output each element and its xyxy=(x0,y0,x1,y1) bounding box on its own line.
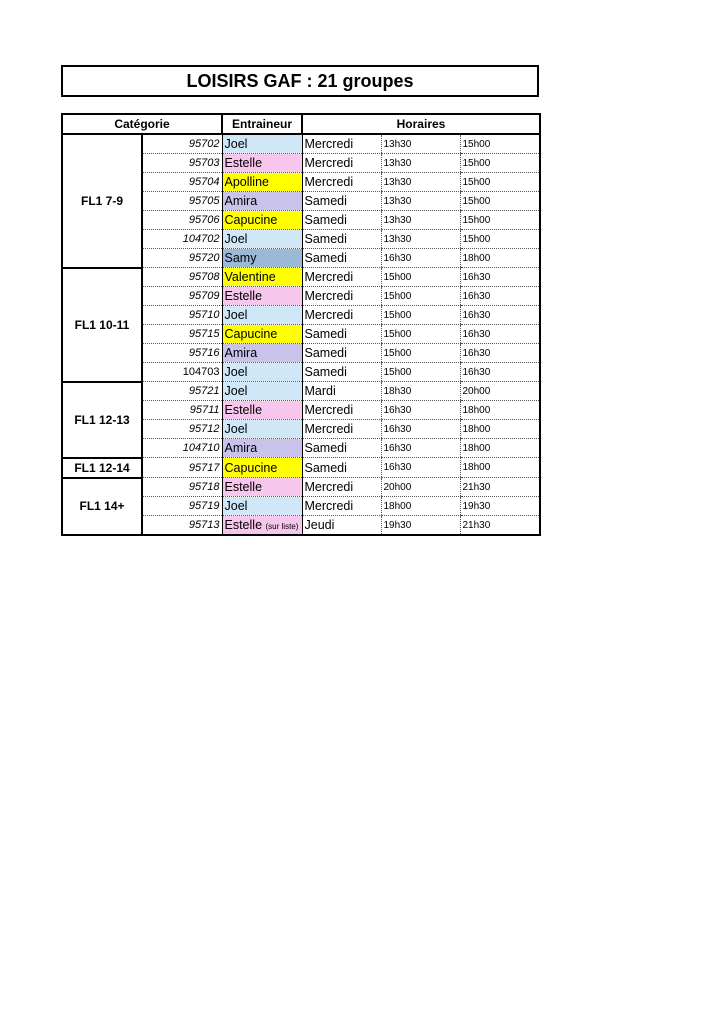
end-time: 20h00 xyxy=(460,382,540,401)
day-cell: Samedi xyxy=(302,363,381,382)
day-cell: Mercredi xyxy=(302,173,381,192)
end-time: 15h00 xyxy=(460,230,540,249)
start-time: 20h00 xyxy=(381,478,460,497)
end-time: 16h30 xyxy=(460,344,540,363)
day-cell: Jeudi xyxy=(302,516,381,536)
day-cell: Samedi xyxy=(302,325,381,344)
group-code: 95705 xyxy=(142,192,222,211)
day-cell: Samedi xyxy=(302,192,381,211)
coach-name: Joel xyxy=(224,499,248,513)
end-time: 21h30 xyxy=(460,478,540,497)
coach-cell xyxy=(222,230,302,249)
group-code: 95703 xyxy=(142,154,222,173)
group-code: 95708 xyxy=(142,268,222,287)
start-time: 16h30 xyxy=(381,401,460,420)
coach-cell xyxy=(222,287,302,306)
coach-cell xyxy=(222,211,302,230)
start-time: 16h30 xyxy=(381,439,460,458)
group-code: 95706 xyxy=(142,211,222,230)
category-cell: FL1 12-13 xyxy=(62,382,142,458)
header-category: Catégorie xyxy=(62,114,222,134)
day-cell: Mercredi xyxy=(302,134,381,154)
end-time: 15h00 xyxy=(460,192,540,211)
coach-name: Valentine xyxy=(224,270,276,284)
coach-name: Amira xyxy=(224,441,258,455)
coach-name: Amira xyxy=(224,194,258,208)
end-time: 15h00 xyxy=(460,173,540,192)
coach-note: (sur liste) xyxy=(265,522,299,531)
start-time: 16h30 xyxy=(381,249,460,268)
end-time: 21h30 xyxy=(460,516,540,536)
day-cell: Samedi xyxy=(302,230,381,249)
group-code: 95717 xyxy=(142,458,222,478)
group-code: 95711 xyxy=(142,401,222,420)
header-schedule: Horaires xyxy=(302,114,540,134)
coach-name: Samy xyxy=(224,251,257,265)
end-time: 16h30 xyxy=(460,287,540,306)
coach-name: Joel xyxy=(224,137,248,151)
header-coach: Entraineur xyxy=(222,114,302,134)
category-cell: FL1 14+ xyxy=(62,478,142,536)
header-row xyxy=(62,114,540,134)
schedule-body xyxy=(62,134,540,535)
start-time: 15h00 xyxy=(381,344,460,363)
group-code: 95716 xyxy=(142,344,222,363)
start-time: 15h00 xyxy=(381,363,460,382)
coach-cell xyxy=(222,325,302,344)
group-code: 95712 xyxy=(142,420,222,439)
coach-name: Joel xyxy=(224,422,248,436)
group-code: 95702 xyxy=(142,134,222,154)
start-time: 15h00 xyxy=(381,268,460,287)
group-code: 95720 xyxy=(142,249,222,268)
start-time: 13h30 xyxy=(381,173,460,192)
group-code: 104703 xyxy=(142,363,222,382)
day-cell: Samedi xyxy=(302,249,381,268)
group-code: 95721 xyxy=(142,382,222,401)
coach-cell xyxy=(222,439,302,458)
coach-cell xyxy=(222,192,302,211)
day-cell: Samedi xyxy=(302,458,381,478)
end-time: 15h00 xyxy=(460,134,540,154)
end-time: 19h30 xyxy=(460,497,540,516)
group-code: 104702 xyxy=(142,230,222,249)
start-time: 19h30 xyxy=(381,516,460,536)
coach-name: Estelle xyxy=(224,156,263,170)
coach-name: Capucine xyxy=(224,213,278,227)
end-time: 15h00 xyxy=(460,154,540,173)
coach-name: Estelle xyxy=(224,518,263,532)
day-cell: Samedi xyxy=(302,439,381,458)
group-code: 95709 xyxy=(142,287,222,306)
category-cell: FL1 12-14 xyxy=(62,458,142,478)
group-code: 95713 xyxy=(142,516,222,536)
day-cell: Mercredi xyxy=(302,287,381,306)
start-time: 16h30 xyxy=(381,420,460,439)
start-time: 13h30 xyxy=(381,211,460,230)
coach-name: Amira xyxy=(224,346,258,360)
coach-cell xyxy=(222,268,302,287)
start-time: 18h30 xyxy=(381,382,460,401)
coach-cell xyxy=(222,382,302,401)
end-time: 18h00 xyxy=(460,249,540,268)
page-title: LOISIRS GAF : 21 groupes xyxy=(61,65,539,97)
start-time: 13h30 xyxy=(381,154,460,173)
coach-cell xyxy=(222,478,302,497)
coach-name: Estelle xyxy=(224,480,263,494)
coach-name: Joel xyxy=(224,232,248,246)
table-row xyxy=(62,268,540,287)
table-row xyxy=(62,478,540,497)
day-cell: Samedi xyxy=(302,344,381,363)
end-time: 18h00 xyxy=(460,439,540,458)
coach-name: Joel xyxy=(224,384,248,398)
coach-cell xyxy=(222,154,302,173)
end-time: 16h30 xyxy=(460,268,540,287)
coach-name: Joel xyxy=(224,365,248,379)
start-time: 16h30 xyxy=(381,458,460,478)
end-time: 18h00 xyxy=(460,420,540,439)
start-time: 15h00 xyxy=(381,325,460,344)
day-cell: Mercredi xyxy=(302,420,381,439)
group-code: 95715 xyxy=(142,325,222,344)
group-code: 95719 xyxy=(142,497,222,516)
coach-cell xyxy=(222,249,302,268)
start-time: 13h30 xyxy=(381,230,460,249)
start-time: 15h00 xyxy=(381,287,460,306)
group-code: 95710 xyxy=(142,306,222,325)
table-row xyxy=(62,382,540,401)
end-time: 16h30 xyxy=(460,306,540,325)
table-row xyxy=(62,134,540,154)
category-cell: FL1 10-11 xyxy=(62,268,142,382)
day-cell: Mercredi xyxy=(302,478,381,497)
start-time: 15h00 xyxy=(381,306,460,325)
coach-cell xyxy=(222,420,302,439)
coach-cell xyxy=(222,306,302,325)
day-cell: Mercredi xyxy=(302,306,381,325)
coach-cell xyxy=(222,363,302,382)
coach-cell xyxy=(222,134,302,154)
category-cell: FL1 7-9 xyxy=(62,134,142,268)
start-time: 13h30 xyxy=(381,134,460,154)
end-time: 18h00 xyxy=(460,458,540,478)
start-time: 18h00 xyxy=(381,497,460,516)
end-time: 15h00 xyxy=(460,211,540,230)
day-cell: Mercredi xyxy=(302,497,381,516)
end-time: 16h30 xyxy=(460,363,540,382)
day-cell: Mercredi xyxy=(302,268,381,287)
start-time: 13h30 xyxy=(381,192,460,211)
coach-name: Joel xyxy=(224,308,248,322)
coach-name: Capucine xyxy=(224,327,278,341)
table-row xyxy=(62,458,540,478)
coach-name: Estelle xyxy=(224,403,263,417)
coach-cell xyxy=(222,173,302,192)
coach-name: Estelle xyxy=(224,289,263,303)
coach-name: Apolline xyxy=(224,175,269,189)
coach-cell xyxy=(222,401,302,420)
day-cell: Mardi xyxy=(302,382,381,401)
schedule-table xyxy=(61,113,541,536)
coach-cell xyxy=(222,516,302,536)
group-code: 95704 xyxy=(142,173,222,192)
day-cell: Mercredi xyxy=(302,401,381,420)
group-code: 104710 xyxy=(142,439,222,458)
end-time: 16h30 xyxy=(460,325,540,344)
coach-name: Capucine xyxy=(224,460,278,475)
day-cell: Mercredi xyxy=(302,154,381,173)
coach-cell xyxy=(222,458,302,478)
day-cell: Samedi xyxy=(302,211,381,230)
coach-cell xyxy=(222,344,302,363)
coach-cell xyxy=(222,497,302,516)
end-time: 18h00 xyxy=(460,401,540,420)
group-code: 95718 xyxy=(142,478,222,497)
